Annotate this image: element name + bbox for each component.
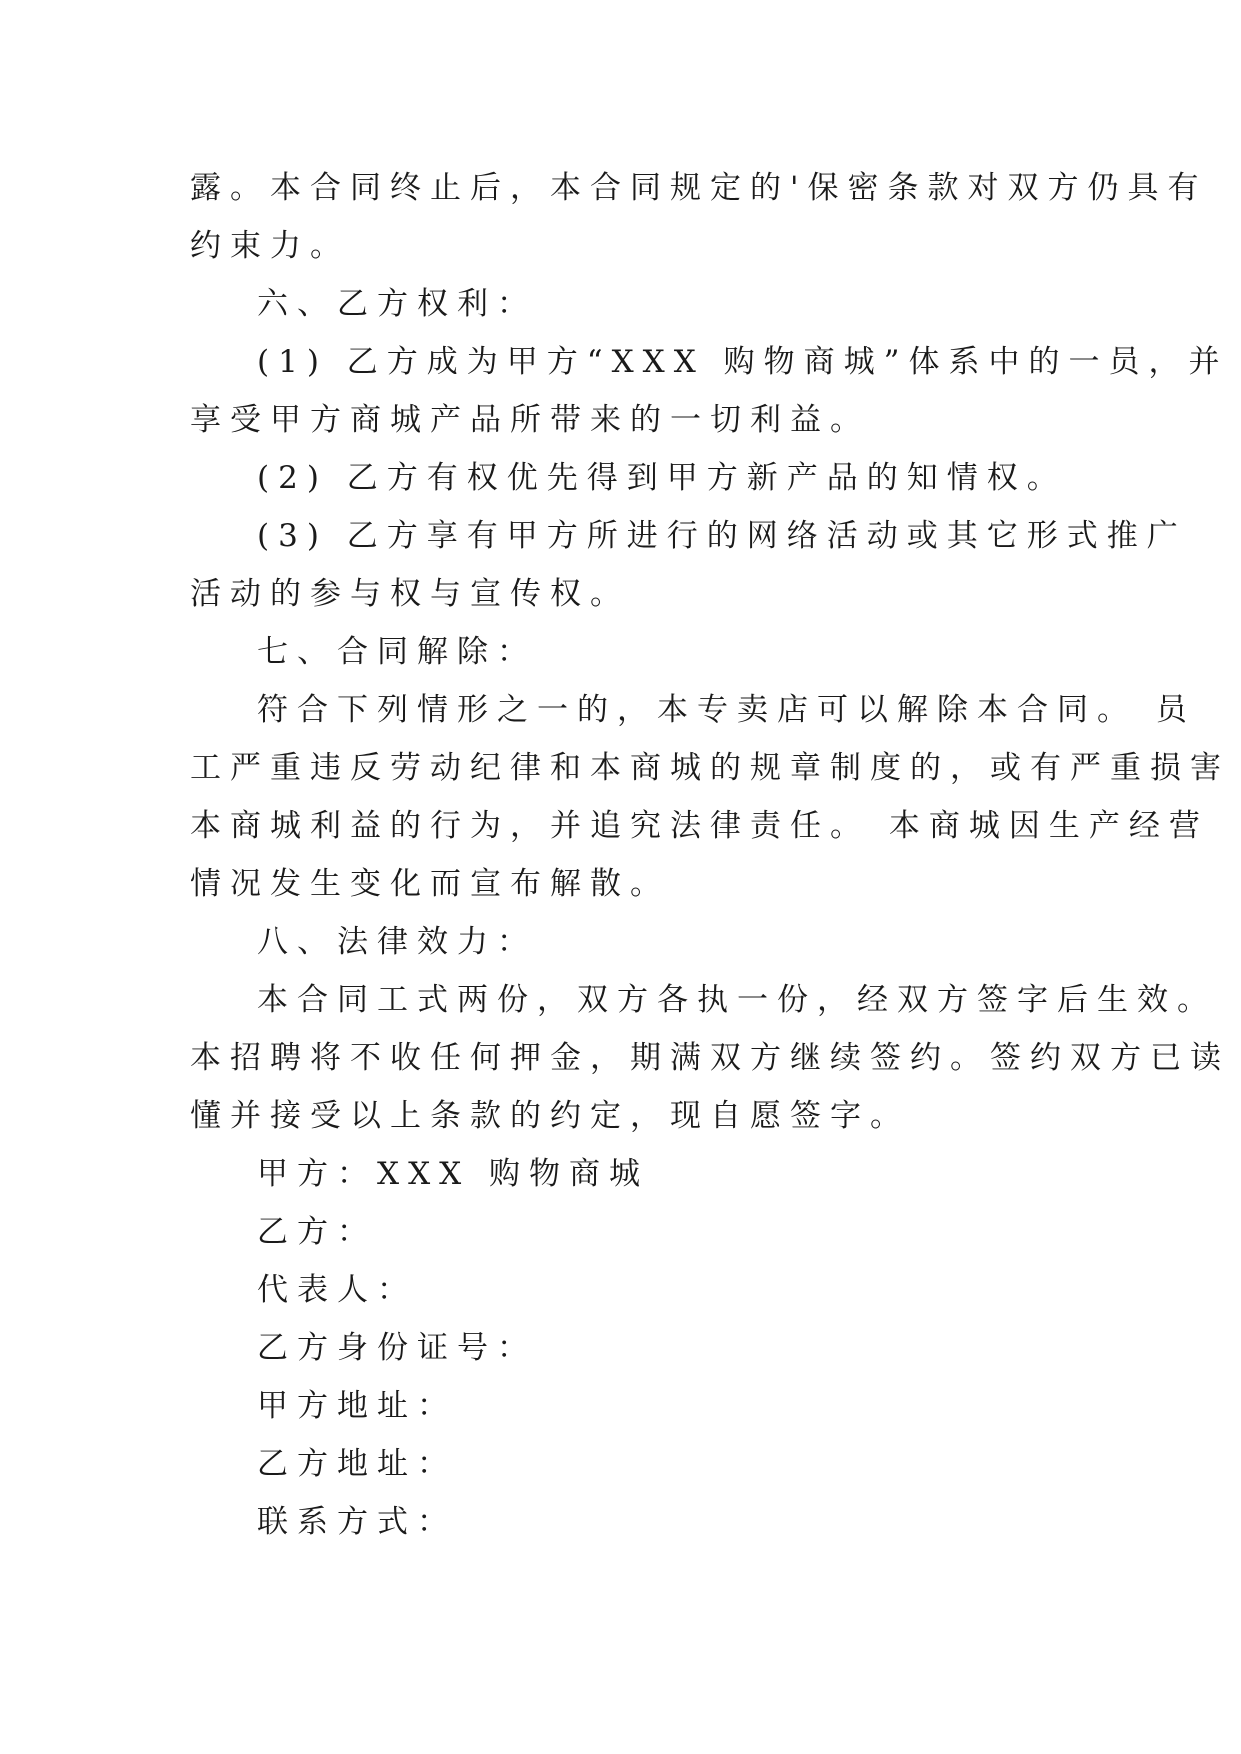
list-item: (2) 乙方有权优先得到甲方新产品的知情权。: [257, 460, 1067, 496]
text-line: 本招聘将不收任何押金，期满双方继续签约。签约双方已读: [190, 1040, 1230, 1076]
list-item: (3) 乙方享有甲方所进行的网络活动或其它形式推广: [257, 518, 1187, 554]
list-item: (1) 乙方成为甲方“XXX 购物商城”体系中的一员，并: [257, 344, 1229, 380]
paragraph-line: 符合下列情形之一的，本专卖店可以解除本合同。 员: [257, 692, 1196, 728]
text-line: 懂并接受以上条款的约定，现自愿签字。: [190, 1098, 910, 1134]
signature-field-contact: 联系方式：: [257, 1504, 457, 1540]
section-heading: 七、合同解除：: [257, 634, 537, 670]
text-line: 活动的参与权与宣传权。: [190, 576, 630, 612]
signature-field-party-a: 甲方：XXX 购物商城: [257, 1156, 650, 1192]
section-heading: 六、乙方权利：: [257, 286, 537, 322]
text-line: 露。本合同终止后，本合同规定的'保密条款对双方仍具有: [190, 170, 1208, 206]
signature-field-party-b-address: 乙方地址：: [257, 1446, 457, 1482]
text-line: 享受甲方商城产品所带来的一切利益。: [190, 402, 870, 438]
signature-field-party-a-address: 甲方地址：: [257, 1388, 457, 1424]
document-body: [190, 159, 1230, 1551]
section-heading: 八、法律效力：: [257, 924, 537, 960]
text-line: 情况发生变化而宣布解散。: [190, 866, 670, 902]
paragraph-line: 本合同工式两份，双方各执一份，经双方签字后生效。: [257, 982, 1217, 1018]
text-line: 工严重违反劳动纪律和本商城的规章制度的，或有严重损害: [190, 750, 1230, 786]
signature-field-representative: 代表人：: [257, 1272, 417, 1308]
text-line: 本商城利益的行为，并追究法律责任。 本商城因生产经营: [190, 808, 1209, 844]
signature-field-party-b: 乙方：: [257, 1214, 377, 1250]
text-line: 约束力。: [190, 228, 350, 264]
signature-field-id-number: 乙方身份证号：: [257, 1330, 537, 1366]
